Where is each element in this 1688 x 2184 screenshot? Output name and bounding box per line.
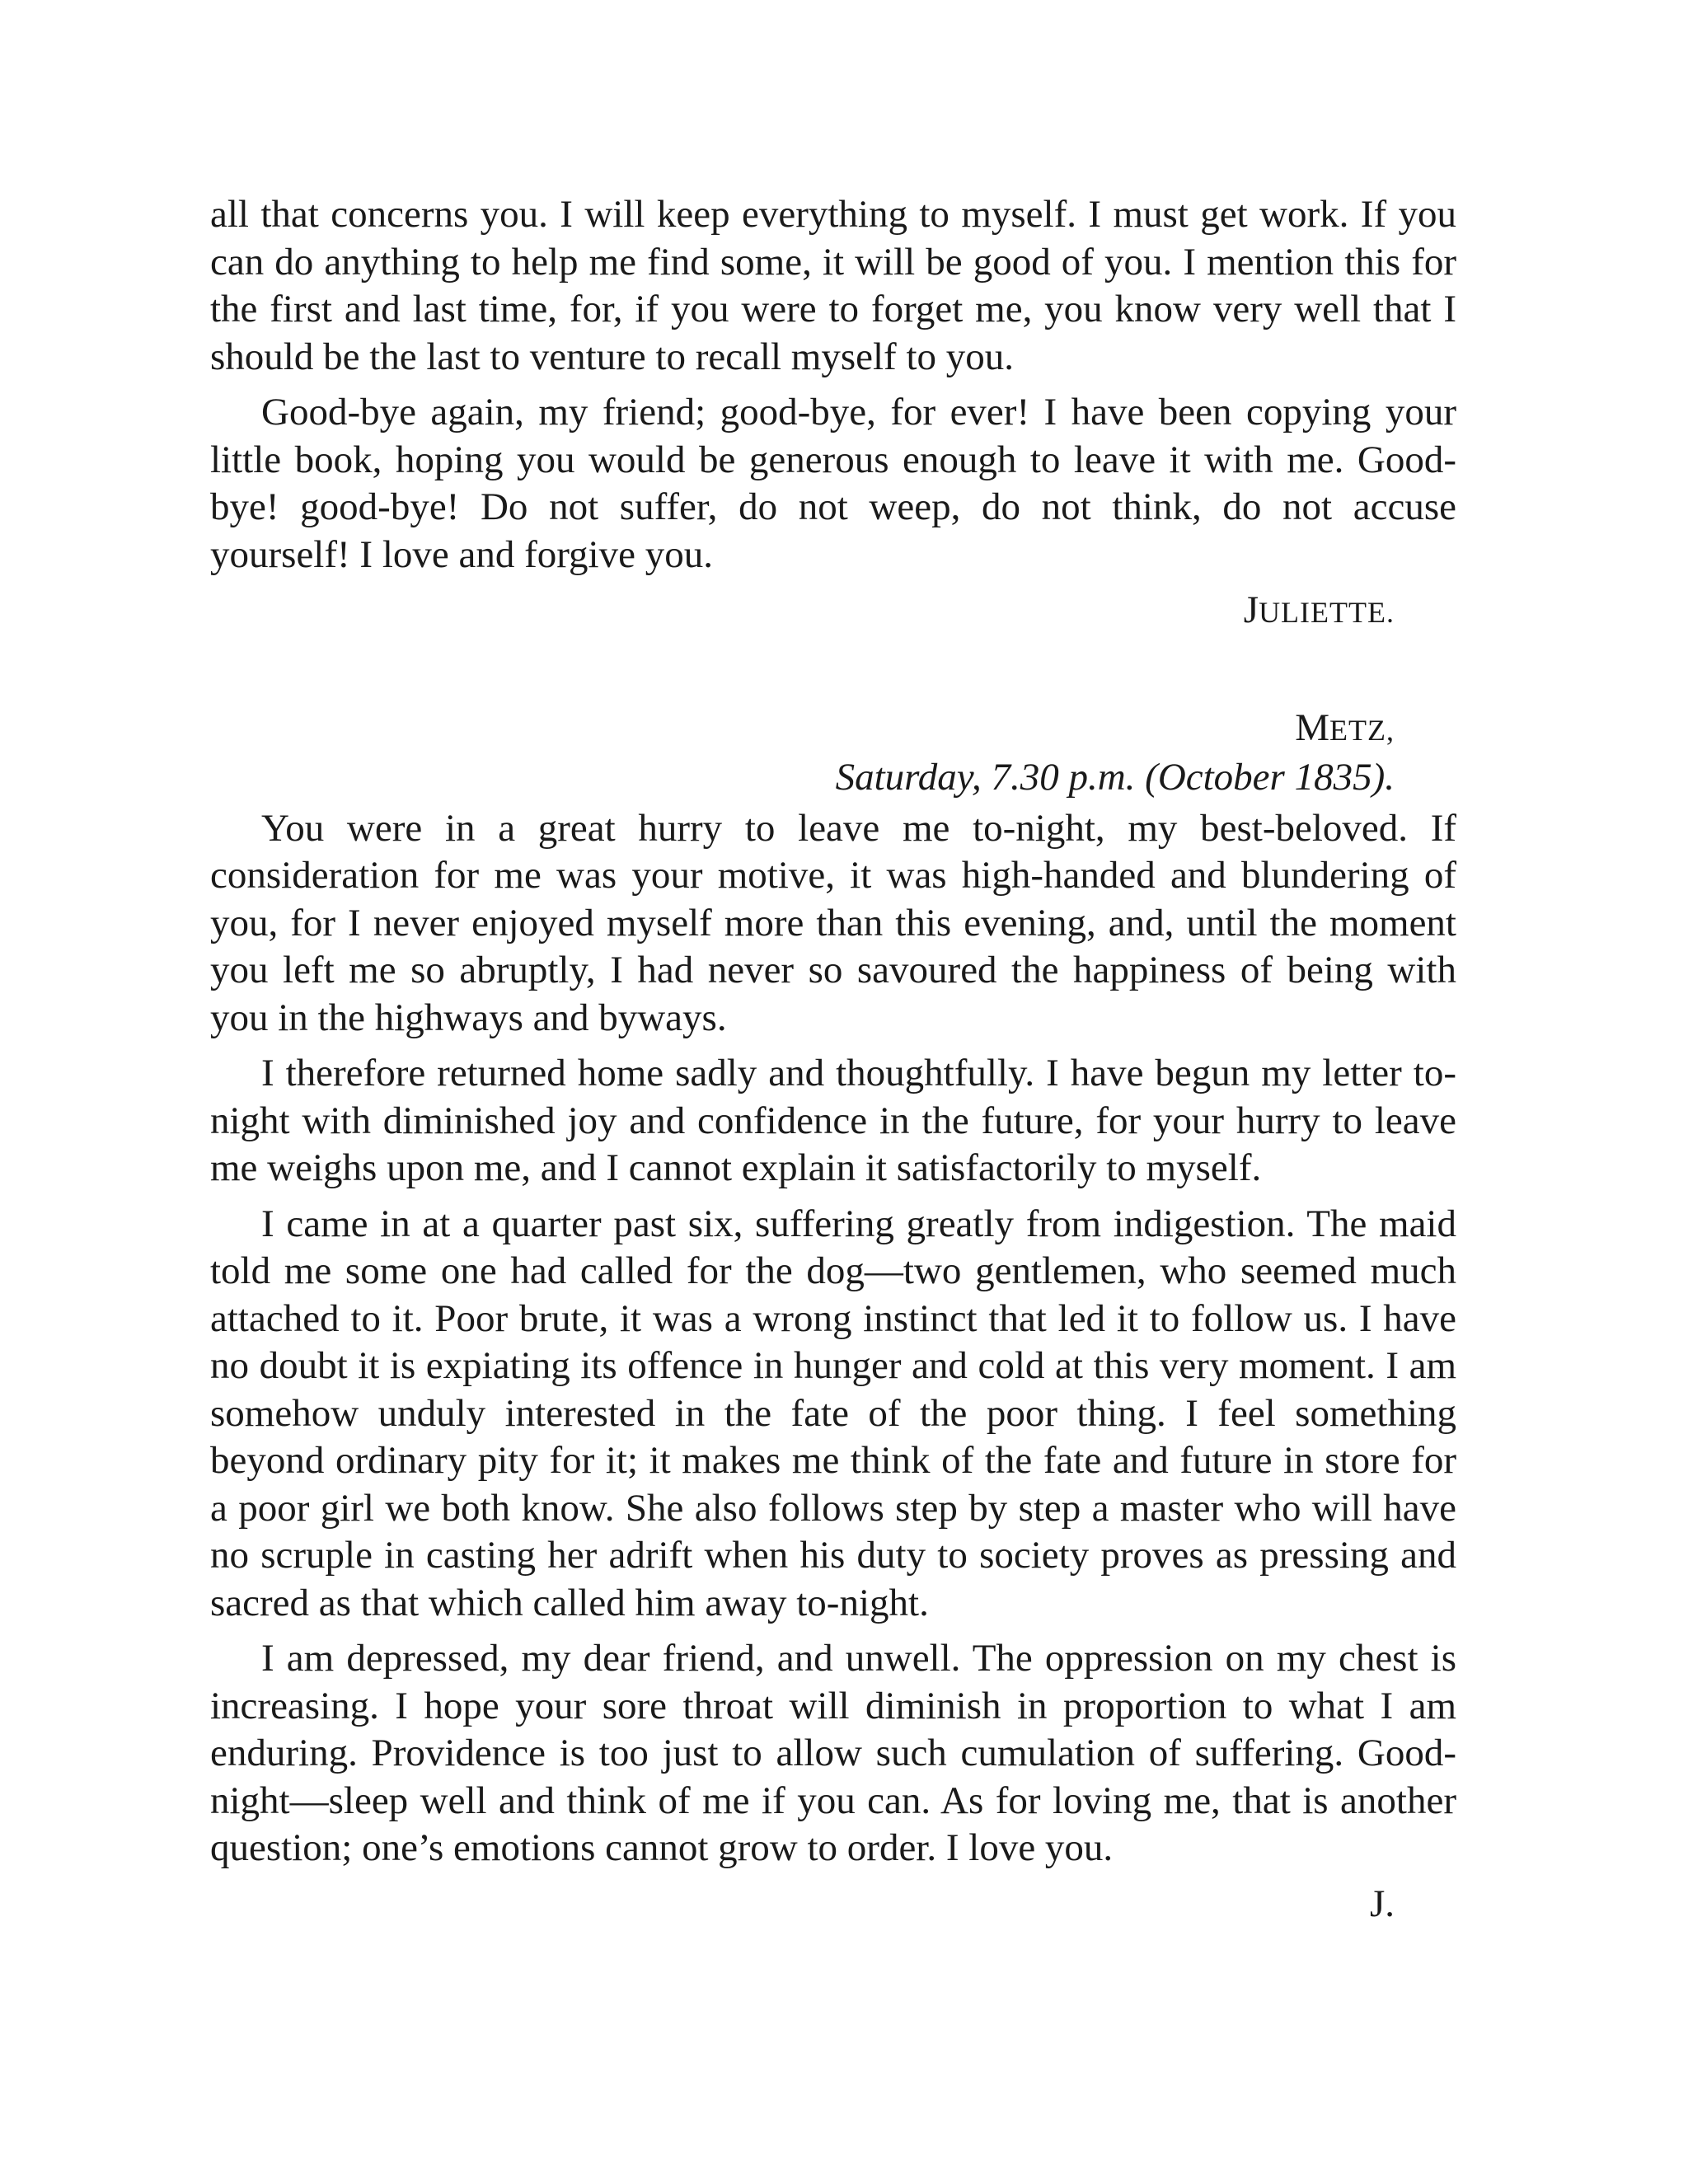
letter2-place (210, 705, 1456, 755)
letter2-datetime: Saturday, 7.30 p.m. (October 1835). (835, 756, 1395, 799)
letter2-paragraph-2: I therefore returned home sadly and thoughtfully. I have begun my letter to-night with diminished joy and confidence in the future, for your hurry to leave me weighs upon me, and I cannot explain it satisfactorily to myself. (210, 1052, 1456, 1189)
place-rest: ETZ, (1329, 713, 1395, 747)
signature-rest: ULIETTE. (1259, 596, 1395, 629)
letter2-paragraph-1: You were in a great hurry to leave me to-night, my best-beloved. If consideration for me was your motive, it was high-handed and blundering of you, for I never enjoyed myself more than this evening, and, until the moment you left me so abruptly, I had never so savoured the happiness of being with you in the highways and byways. (210, 806, 1456, 1039)
letter-page (210, 191, 1456, 1928)
letter2-paragraph-4: I am depressed, my dear friend, and unwell. The oppression on my chest is increasing. I hope your sore throat will diminish in proportion to what I am enduring. Providence is too just to allow such cumulation of suffering. Good-night—sleep well and think of me if you can. As for loving me, that is another question; one’s emotions cannot grow to order. I love you. (210, 1637, 1456, 1869)
signature-initial: J (1243, 588, 1259, 631)
letter1-paragraph-2: Good-bye again, my friend; good-bye, for ever! I have been copying your little book, hoping you would be generous enough to leave it with me. Good-bye! good-bye! Do not suffer, do not weep, do not think, do not accuse yourself! I love and forgive you. (210, 391, 1456, 576)
letter2-signature: J. (1369, 1882, 1395, 1925)
letter2-paragraph-3: I came in at a quarter past six, suffering greatly from indigestion. The maid told me some one had called for the dog—two gentlemen, who seemed much attached to it. Poor brute, it was a wrong instinct that led it to follow us. I have no doubt it is expiating its offence in hunger and cold at this very moment. I am somehow unduly interested in the fate of the poor thing. I feel something beyond ordinary pity for it; it makes me think of the fate and future in store for a poor girl we both know. She also follows step by step a master who will have no scruple in casting her adrift when his duty to society proves as pressing and sacred as that which called him away to-night. (210, 1202, 1456, 1624)
place-initial: M (1295, 705, 1330, 749)
letter1-paragraph-1: all that concerns you. I will keep everything to myself. I must get work. If you can do anything to help me find some, it will be good of you. I mention this for the first and last time, for, if you were to forget me, you know very well that I should be the last to venture to recall myself to you. (210, 193, 1456, 378)
letter2-dateline (210, 705, 1456, 802)
letter1-signature (210, 587, 1456, 637)
